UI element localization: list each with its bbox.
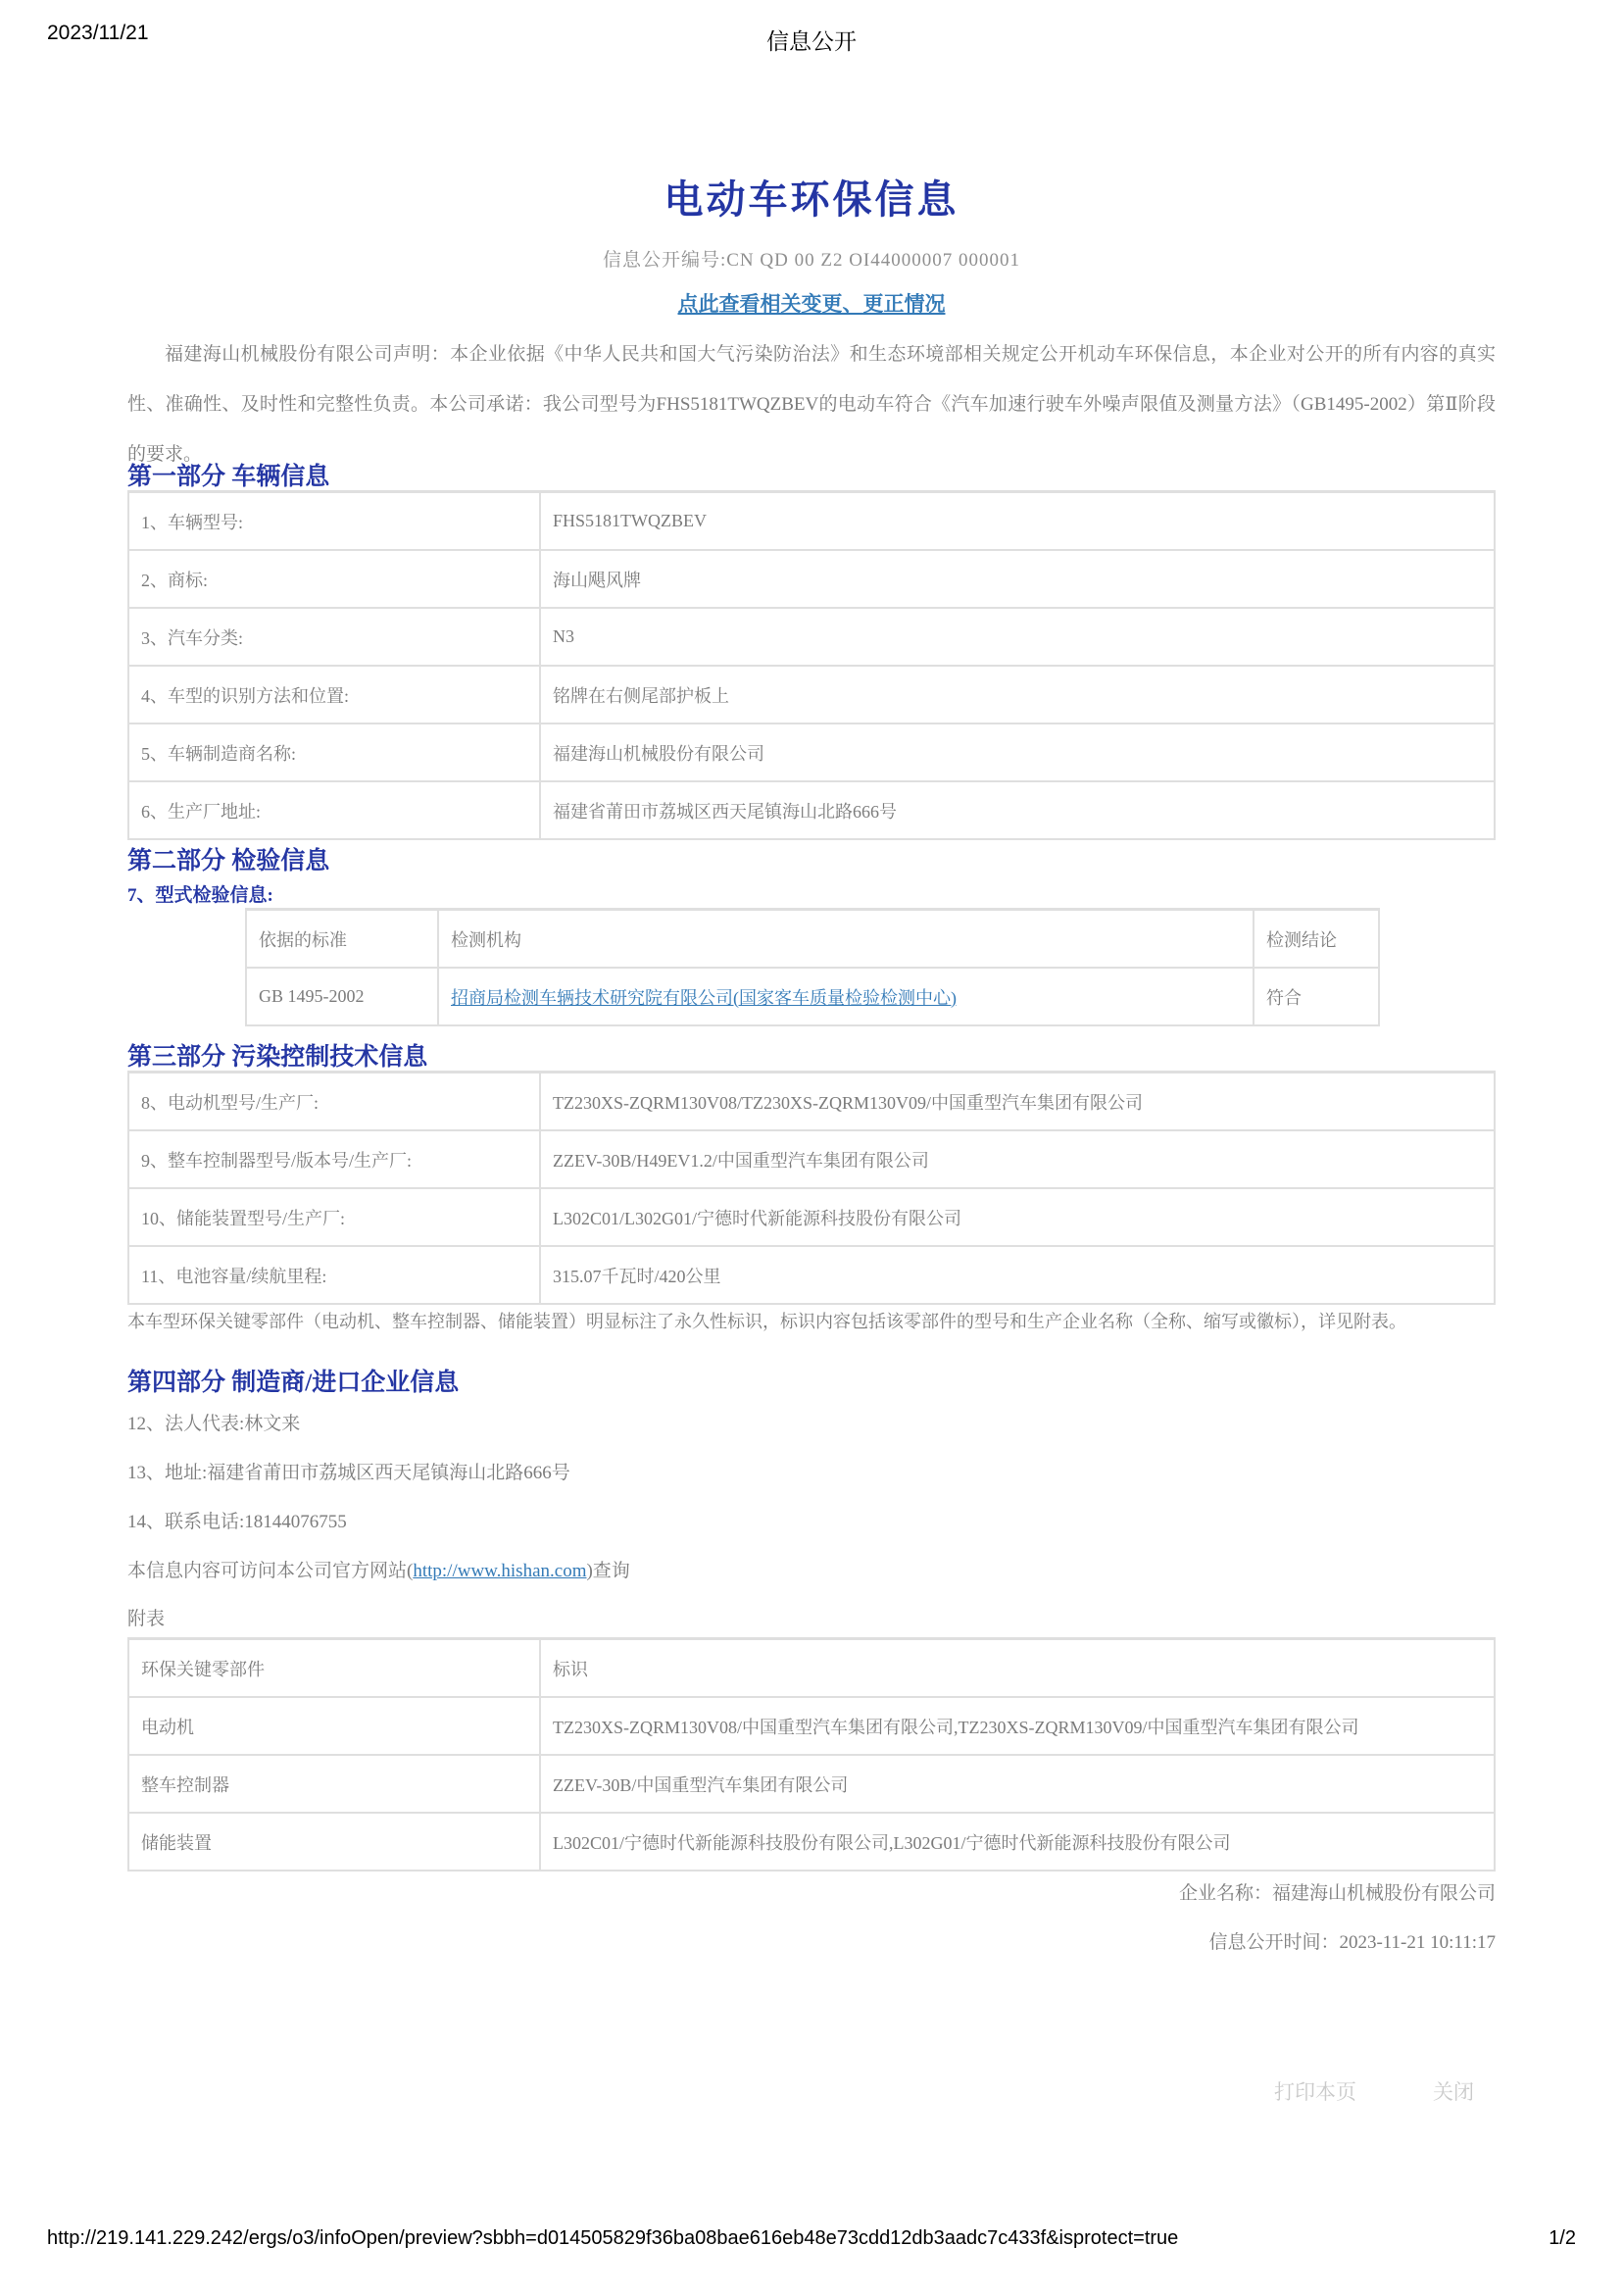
print-footer-page-number: 1/2: [1549, 2227, 1576, 2249]
permanent-mark-note: 本车型环保关键零部件（电动机、整车控制器、储能装置）明显标注了永久性标识，标识内容包括该零部件的型号和生产企业名称（全称、缩写或徽标），详见附表。: [127, 1312, 1406, 1331]
row-value: 海山飓风牌: [540, 550, 1495, 608]
row-value: TZ230XS-ZQRM130V08/TZ230XS-ZQRM130V09/中国重型汽车集团有限公司: [540, 1073, 1495, 1131]
row-value: 铭牌在右侧尾部护板上: [540, 666, 1495, 724]
column-header: 标识: [540, 1639, 1495, 1698]
inspection-agency-link[interactable]: 招商局检测车辆技术研究院有限公司(国家客车质量检验检测中心): [451, 987, 957, 1008]
section3-heading: 第三部分 污染控制技术信息: [127, 1044, 428, 1071]
website-suffix: )查询: [586, 1561, 630, 1581]
table-header-row: [128, 1639, 1495, 1698]
table-row: [128, 1130, 1495, 1188]
row-label: 3、汽车分类:: [128, 608, 540, 666]
row-value: ZZEV-30B/H49EV1.2/中国重型汽车集团有限公司: [540, 1130, 1495, 1188]
table-row: [128, 1073, 1495, 1131]
table-row: [128, 1813, 1495, 1871]
table-row: [128, 608, 1495, 666]
row-value: 福建省莆田市荔城区西天尾镇海山北路666号: [540, 781, 1495, 839]
action-buttons: [127, 2076, 1496, 2106]
table-row: [128, 1246, 1495, 1304]
table-row: [128, 724, 1495, 781]
section4-heading: 第四部分 制造商/进口企业信息: [127, 1370, 460, 1396]
disclosure-number: 信息公开编号:CN QD 00 Z2 OI44000007 000001: [602, 250, 1021, 271]
view-changes-link[interactable]: 点此查看相关变更、更正情况: [677, 292, 946, 316]
agency-cell: [438, 968, 1254, 1025]
mark-cell: TZ230XS-ZQRM130V08/中国重型汽车集团有限公司,TZ230XS-ZQRM130V09/中国重型汽车集团有限公司: [540, 1697, 1495, 1755]
address-item: 13、地址:福建省莆田市荔城区西天尾镇海山北路666号: [127, 1463, 570, 1483]
part-cell: 储能装置: [128, 1813, 540, 1871]
result-cell: 符合: [1254, 968, 1379, 1025]
legal-representative-item: 12、法人代表:林文来: [127, 1414, 301, 1434]
appendix-table: [127, 1637, 1496, 1872]
column-header: 环保关键零部件: [128, 1639, 540, 1698]
vehicle-info-table: [127, 490, 1496, 840]
website-line: [127, 1556, 1496, 1582]
column-header: 检测结论: [1254, 910, 1379, 969]
table-row: [128, 1755, 1495, 1813]
row-label: 2、商标:: [128, 550, 540, 608]
declaration-paragraph: 福建海山机械股份有限公司声明：本企业依据《中华人民共和国大气污染防治法》和生态环境部相关规定公开机动车环保信息，本企业对公开的所有内容的真实性、准确性、及时性和完整性负责。本公司承诺：我公司型号为FHS5181TWQZBEV的电动车符合《汽车加速行驶车外噪声限值及测量方法》（GB1495-2002）第Ⅱ阶段的要求。: [127, 344, 1496, 465]
row-value: L302C01/L302G01/宁德时代新能源科技股份有限公司: [540, 1188, 1495, 1246]
type-inspection-subheading: 7、型式检验信息:: [127, 885, 273, 906]
appendix-label: 附表: [127, 1609, 166, 1629]
table-row: [246, 968, 1379, 1025]
standard-cell: GB 1495-2002: [246, 968, 438, 1025]
row-label: 6、生产厂地址:: [128, 781, 540, 839]
mark-cell: ZZEV-30B/中国重型汽车集团有限公司: [540, 1755, 1495, 1813]
disclosure-time-line: 信息公开时间：2023-11-21 10:11:17: [1208, 1932, 1496, 1953]
part-cell: 整车控制器: [128, 1755, 540, 1813]
table-header-row: [246, 910, 1379, 969]
row-label: 5、车辆制造商名称:: [128, 724, 540, 781]
row-value: 福建海山机械股份有限公司: [540, 724, 1495, 781]
row-value: N3: [540, 608, 1495, 666]
website-prefix: 本信息内容可访问本公司官方网站(: [127, 1561, 414, 1581]
table-row: [128, 1697, 1495, 1755]
pollution-control-table: [127, 1071, 1496, 1305]
table-row: [128, 492, 1495, 551]
company-website-link[interactable]: http://www.hishan.com: [413, 1561, 587, 1581]
document-body: [127, 0, 1496, 2296]
row-value: FHS5181TWQZBEV: [540, 492, 1495, 551]
row-label: 9、整车控制器型号/版本号/生产厂:: [128, 1130, 540, 1188]
table-row: [128, 1188, 1495, 1246]
section2-heading: 第二部分 检验信息: [127, 848, 330, 874]
row-label: 8、电动机型号/生产厂:: [128, 1073, 540, 1131]
row-label: 11、电池容量/续航里程:: [128, 1246, 540, 1304]
mark-cell: L302C01/宁德时代新能源科技股份有限公司,L302G01/宁德时代新能源科技股份有限公司: [540, 1813, 1495, 1871]
phone-item: 14、联系电话:18144076755: [127, 1512, 347, 1532]
inspection-table: [245, 908, 1380, 1026]
part-cell: 电动机: [128, 1697, 540, 1755]
section1-heading: 第一部分 车辆信息: [127, 464, 330, 490]
table-row: [128, 666, 1495, 724]
close-button[interactable]: 关闭: [1433, 2076, 1474, 2106]
print-footer-url: http://219.141.229.242/ergs/o3/infoOpen/preview?sbbh=d014505829f36ba08bae616eb48e73cdd12db3aadc7c433f&isprotect=true: [47, 2227, 1179, 2249]
column-header: 检测机构: [438, 910, 1254, 969]
print-header-title: 信息公开: [766, 28, 857, 54]
column-header: 依据的标准: [246, 910, 438, 969]
row-label: 10、储能装置型号/生产厂:: [128, 1188, 540, 1246]
page-title: 电动车环保信息: [664, 177, 959, 222]
row-label: 1、车辆型号:: [128, 492, 540, 551]
print-page-button[interactable]: 打印本页: [1274, 2076, 1356, 2106]
table-row: [128, 781, 1495, 839]
table-row: [128, 550, 1495, 608]
company-name-line: 企业名称：福建海山机械股份有限公司: [1178, 1883, 1496, 1904]
row-label: 4、车型的识别方法和位置:: [128, 666, 540, 724]
row-value: 315.07千瓦时/420公里: [540, 1246, 1495, 1304]
change-link-row: [127, 288, 1496, 318]
print-header-date: 2023/11/21: [47, 22, 149, 44]
